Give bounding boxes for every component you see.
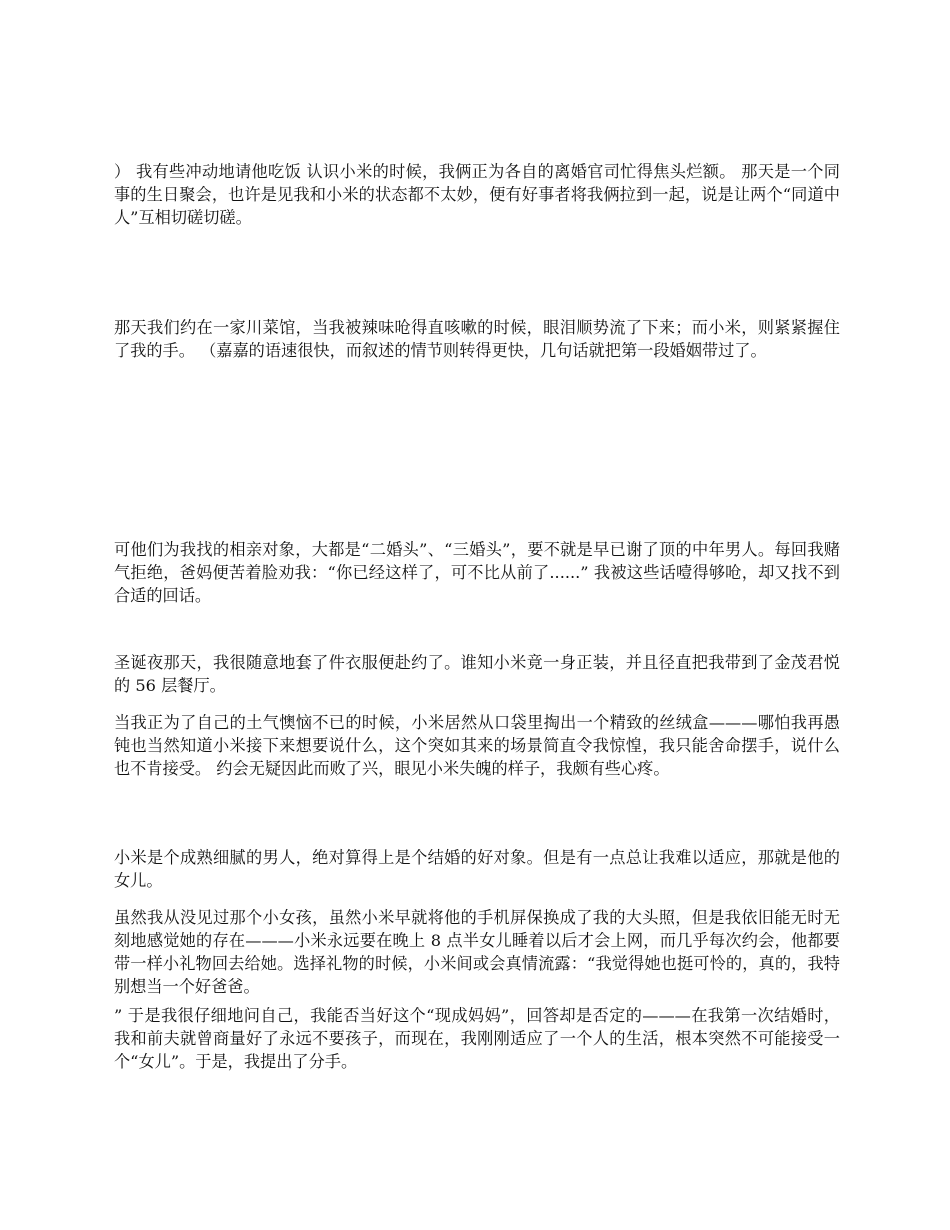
paragraph-5: 当我正为了自己的土气懊恼不已的时候，小米居然从口袋里掏出一个精致的丝绒盒———哪怕我再愚钝也当然知道小米接下来想要说什么，这个突如其来的场景简直令我惊惶，我只能舍命摆手，说什么也不肯接受。 约会无疑因此而败了兴，眼见小米失魄的样子，我颇有些心疼。	[114, 713, 840, 778]
paragraph-3: 可他们为我找的相亲对象，大都是“二婚头”、“三婚头”，要不就是早已谢了顶的中年男人。每回我赌气拒绝，爸妈便苦着脸劝我：“你已经这样了，可不比从前了......” 我被这些话噎得够呛，却又找不到合适的回话。	[114, 540, 840, 605]
paragraph-4: 圣诞夜那天，我很随意地套了件衣服便赴约了。谁知小米竟一身正装，并且径直把我带到了金茂君悦的 56 层餐厅。	[114, 653, 840, 695]
paragraph-6: 小米是个成熟细腻的男人，绝对算得上是个结婚的好对象。但是有一点总让我难以适应，那就是他的女儿。	[114, 848, 840, 890]
paragraph-7: 虽然我从没见过那个小女孩，虽然小米早就将他的手机屏保换成了我的大头照，但是我依旧能无时无刻地感觉她的存在———小米永远要在晚上 8 点半女儿睡着以后才会上网，而几乎每次约会，他都要带一样小礼物回去给她。选择礼物的时候，小米间或会真情流露：“我觉得她也挺可怜的，真的，我特别想当一个好爸爸。	[114, 908, 840, 996]
paragraph-1: ） 我有些冲动地请他吃饭 认识小米的时候，我俩正为各自的离婚官司忙得焦头烂额。 那天是一个同事的生日聚会，也许是见我和小米的状态都不太妙，便有好事者将我俩拉到一起，说是让两个“同道中人”互相切磋切磋。	[114, 162, 840, 227]
document-page	[114, 0, 840, 1230]
paragraph-8: ” 于是我很仔细地问自己，我能否当好这个“现成妈妈”，回答却是否定的———在我第一次结婚时，我和前夫就曾商量好了永远不要孩子，而现在，我刚刚适应了一个人的生活，根本突然不可能接受一个“女儿”。于是，我提出了分手。	[114, 1006, 840, 1071]
paragraph-2: 那天我们约在一家川菜馆，当我被辣味呛得直咳嗽的时候，眼泪顺势流了下来；而小米，则紧紧握住了我的手。 （嘉嘉的语速很快，而叙述的情节则转得更快，几句话就把第一段婚姻带过了。	[114, 318, 840, 360]
